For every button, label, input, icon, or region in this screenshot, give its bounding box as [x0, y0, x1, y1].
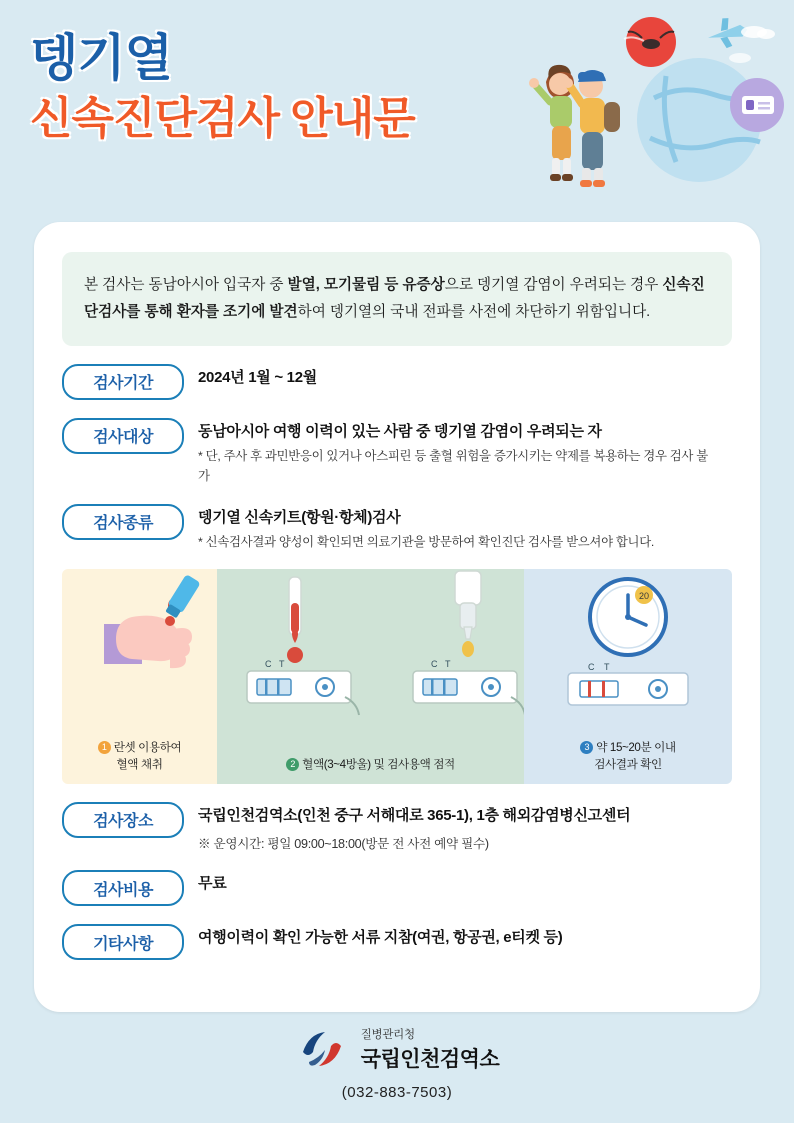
svg-text:C: C [431, 658, 438, 669]
step-2-illustration [217, 569, 524, 744]
step-1-number: 1 [98, 741, 111, 754]
travelers-illustration [454, 10, 784, 210]
step-1-illustration [62, 569, 217, 744]
row-body-test-location [198, 802, 630, 853]
info-row-other [62, 906, 760, 960]
info-row-test-period [62, 346, 760, 400]
step-1-panel [62, 569, 217, 784]
step-1-label-line2: 혈액 채취 [116, 757, 163, 771]
intro-part2: 으로 뎅기열 감염이 우려되는 경우 [444, 277, 663, 293]
government-logo-icon [295, 1022, 349, 1076]
page-title-line1: 뎅기열 [30, 30, 172, 86]
step-2-panel [217, 569, 524, 784]
svg-text:C: C [265, 658, 272, 669]
procedure-steps [62, 569, 732, 784]
value-test-target: 동남아시아 여행 이력이 있는 사람 중 뎅기열 감염이 우려되는 자 [198, 422, 602, 440]
intro-bold1: 발열, 모기물림 등 유증상 [287, 277, 445, 293]
svg-text:20: 20 [638, 590, 650, 601]
content-card [34, 222, 760, 1012]
step-3-caption [524, 740, 732, 774]
agency-identity [0, 1022, 794, 1076]
intro-bold2: 신속진단검사를 통해 환자를 조기에 발견 [84, 277, 705, 320]
note-test-location: ※ 운영시간: 평일 09:00~18:00(방문 전 사전 예약 필수) [198, 837, 489, 852]
step-3-label-line1: 약 15~20분 이내 [596, 741, 676, 755]
svg-text:T: T [279, 658, 285, 669]
agency-sub-name: 질병관리청 [360, 1028, 415, 1041]
row-body-test-type [198, 504, 654, 553]
tag-test-period: 검사기간 [62, 364, 184, 400]
row-body-test-period [198, 364, 317, 390]
info-row-test-type [62, 486, 760, 553]
row-body-test-cost [198, 870, 226, 896]
value-test-type: 뎅기열 신속키트(항원·항체)검사 [198, 508, 401, 526]
svg-text:C: C [588, 661, 595, 672]
note-test-type: * 신속검사결과 양성이 확인되면 의료기관을 방문하여 확인진단 검사를 받으셔야 합니다. [198, 535, 655, 550]
step-2-label-line1: 혈액(3~4방울) 및 검사용액 점적 [302, 757, 455, 771]
svg-text:T: T [445, 658, 451, 669]
step-1-caption [62, 740, 217, 774]
row-body-other [198, 924, 562, 950]
step-2-number: 2 [286, 758, 299, 771]
agency-phone: (032-883-7503) [341, 1084, 453, 1101]
step-3-number: 3 [580, 741, 593, 754]
intro-paragraph [62, 252, 732, 346]
intro-part1: 본 검사는 동남아시아 입국자 중 [84, 277, 288, 293]
title-block [30, 30, 415, 144]
step-2-caption [217, 757, 524, 774]
step-1-label-line1: 란셋 이용하여 [113, 741, 182, 755]
step-3-label-line2: 검사결과 확인 [594, 757, 662, 771]
step-3-panel [524, 569, 732, 784]
info-row-test-cost [62, 852, 760, 906]
tag-test-location: 검사장소 [62, 802, 184, 838]
poster-header [0, 0, 794, 210]
intro-part3: 하여 뎅기열의 국내 전파를 사전에 차단하기 위함입니다. [297, 303, 651, 320]
tag-test-cost: 검사비용 [62, 870, 184, 906]
step-3-illustration [524, 569, 732, 744]
agency-main-name: 국립인천검역소 [360, 1047, 500, 1071]
value-other: 여행이력이 확인 가능한 서류 지참(여권, 항공권, e티켓 등) [198, 929, 563, 947]
info-row-test-location [62, 784, 760, 853]
agency-text [361, 1026, 500, 1073]
value-test-cost: 무료 [198, 875, 227, 893]
poster-footer [0, 1022, 794, 1101]
note-test-target: * 단, 주사 후 과민반응이 있거나 아스피린 등 출혈 위험을 증가시키는 약제를 복용하는 경우 검사 불가 [198, 449, 708, 483]
tag-test-target: 검사대상 [62, 418, 184, 454]
row-body-test-target [198, 418, 718, 486]
value-test-location: 국립인천검역소(인천 중구 서해대로 365-1), 1층 해외감염병신고센터 [198, 806, 631, 824]
info-row-test-target [62, 400, 760, 486]
tag-test-type: 검사종류 [62, 504, 184, 540]
tag-other: 기타사항 [62, 924, 184, 960]
svg-text:T: T [604, 661, 610, 672]
value-test-period: 2024년 1월 ~ 12월 [198, 368, 317, 386]
page-title-line2: 신속진단검사 안내문 [30, 93, 415, 143]
